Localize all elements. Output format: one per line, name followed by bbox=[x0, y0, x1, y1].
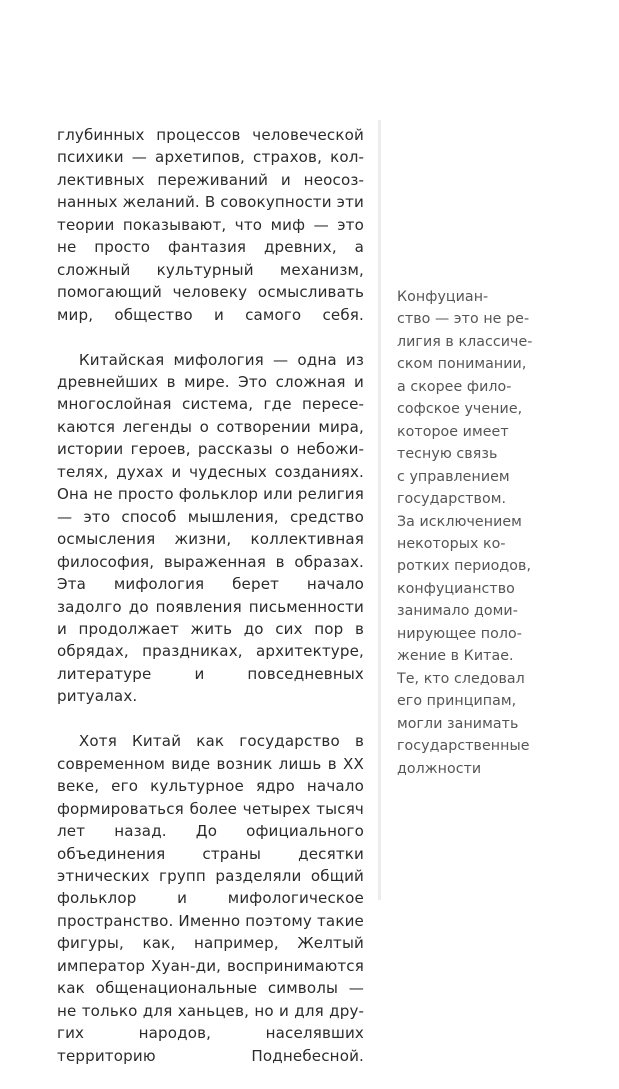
sidenote-line: нирующее поло- bbox=[397, 625, 522, 642]
sidenote-column bbox=[397, 286, 563, 780]
sidenote-line: занимало доми- bbox=[397, 603, 518, 620]
sidenote-line: с управлением bbox=[397, 468, 510, 485]
sidenote-line: тесную связь bbox=[397, 446, 498, 463]
sidenote-line: Те, кто следовал bbox=[397, 670, 525, 687]
sidenote-line: некоторых ко- bbox=[397, 535, 506, 552]
sidenote-line: государством. bbox=[397, 491, 507, 508]
sidenote-line: должности bbox=[397, 760, 482, 777]
sidenote-line: За исключением bbox=[397, 513, 522, 530]
sidenote-line: ство — это не ре- bbox=[397, 311, 530, 328]
sidenote-line: софское учение, bbox=[397, 401, 523, 418]
body-paragraph-3: Хотя Китай как государство в современном виде возник лишь в XX веке, его культурное ядро начало формироваться более четырех тысяч лет назад. До официального объединения страны десятки этнических групп разделяли общий фольклор и мифологическое пространство. Именно поэтому такие фигуры, как, например, Желтый император Хуан-ди, воспринимаются как общенациональные символы — не только для ханьцев, но и для других народов, населявших территорию Поднебесной. bbox=[57, 732, 364, 1065]
sidenote-line: ском понимании, bbox=[397, 356, 527, 373]
sidenote-line: а скорее фило- bbox=[397, 378, 512, 395]
sidenote-line: могли занимать bbox=[397, 715, 519, 732]
column-divider bbox=[378, 120, 381, 900]
sidenote-line: лигия в классиче- bbox=[397, 333, 533, 350]
sidenote-line: Конфуциан- bbox=[397, 289, 489, 305]
sidenote-line: государственные bbox=[397, 738, 530, 755]
sidenote-line: которое имеет bbox=[397, 423, 509, 440]
body-paragraph-1: глубинных процессов человеческой психики — архетипов, страхов, коллективных переживаний и неосознанных желаний. В совокупности эти теории показывают, что миф — это не просто фантазия древних, а сложный культурный механизм, помогающий человеку осмысливать мир, общество и самого себя. bbox=[57, 126, 364, 324]
main-text-column bbox=[57, 124, 364, 1089]
sidenote-paragraph bbox=[397, 286, 563, 780]
sidenote-line: жение в Китае. bbox=[397, 648, 514, 665]
sidenote-line: конфуцианство bbox=[397, 580, 515, 597]
body-paragraph-2: Китайская мифология — одна из древнейших в мире. Это сложная и многослойная система, где пересекаются легенды о сотворении мира, истории героев, рассказы о небожителях, духах и чудесных созданиях. Она не просто фольклор или религия — это способ мышления, средство осмысления жизни, коллективная философия, выраженная в образах. Эта мифология берет начало задолго до появления письменности и продолжает жить до сих пор в обрядах, праздниках, архитектуре, литературе и повседневных ритуалах. bbox=[57, 350, 364, 706]
sidenote-line: ротких периодов, bbox=[397, 558, 532, 575]
sidenote-line: его принципам, bbox=[397, 693, 517, 710]
